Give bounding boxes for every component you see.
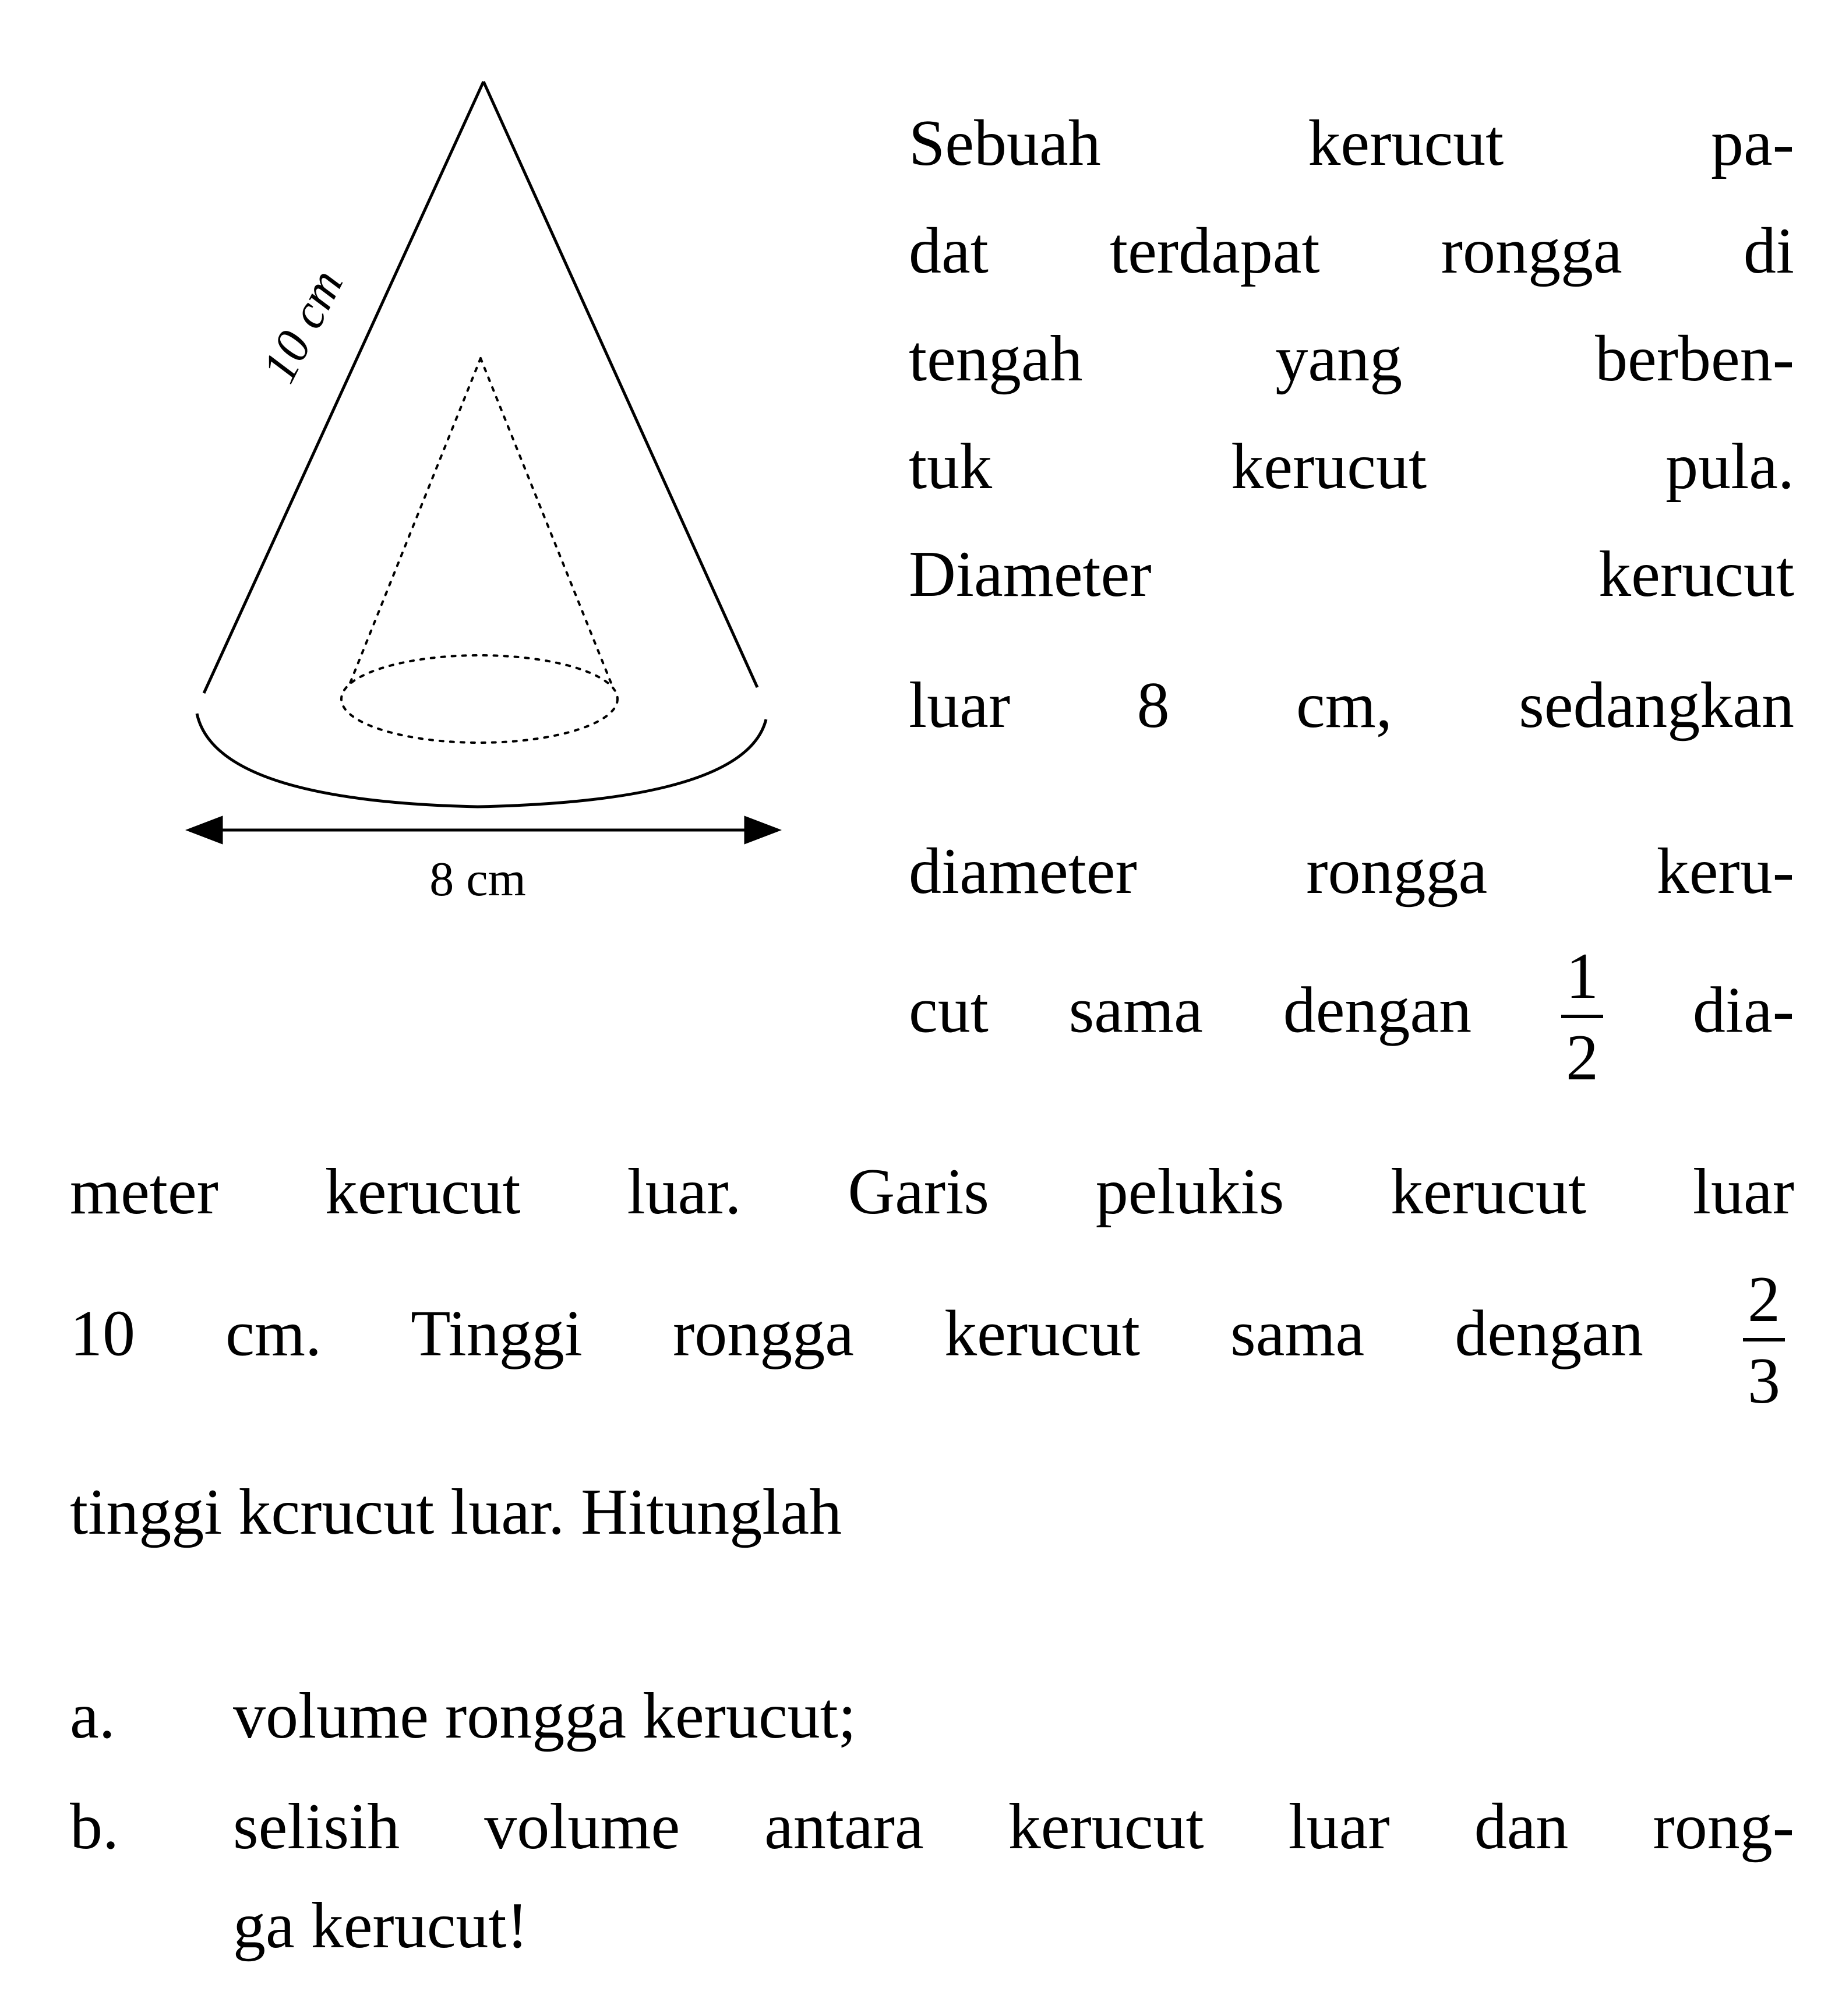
- text-line-9: meter kerucut luar. Garis pelukis kerucut luar: [70, 1156, 1794, 1228]
- fraction-one-half-numerator: 1: [1561, 944, 1603, 1018]
- text-line-2: dat terdapat rongga di: [909, 215, 1794, 287]
- fraction-two-thirds: [1743, 1263, 1785, 1417]
- text-line-4: tuk kerucut pula.: [909, 430, 1794, 503]
- text-line-8: [909, 940, 1794, 1094]
- text-line-3: tengah yang berben-: [909, 323, 1794, 395]
- fraction-two-thirds-denominator: 3: [1748, 1345, 1780, 1417]
- slant-height-label: 10 cm: [252, 261, 354, 391]
- text-line-7: diameter rongga keru-: [909, 835, 1794, 908]
- item-a-letter: a.: [70, 1680, 115, 1752]
- text-line-10: [70, 1263, 1794, 1417]
- outer-cone-right-edge: [484, 82, 757, 687]
- outer-cone-left-edge: [204, 82, 484, 693]
- text-line-10-before: 10 cm. Tinggi rongga kerucut sama dengan: [70, 1297, 1643, 1370]
- fraction-two-thirds-numerator: 2: [1743, 1267, 1785, 1341]
- inner-cone-base: [341, 655, 617, 743]
- cone-figure: [0, 0, 874, 990]
- text-line-1: Sebuah kerucut pa-: [909, 107, 1794, 179]
- item-b-text-line-2: ga kerucut!: [233, 1890, 528, 1962]
- text-line-11: tinggi kcrucut luar. Hitunglah: [70, 1476, 842, 1548]
- text-line-8-after: dia-: [1692, 974, 1794, 1047]
- text-line-5: Diameter kerucut: [909, 538, 1794, 610]
- diameter-arrow-left-head: [189, 818, 221, 842]
- outer-cone-base-arc: [197, 714, 766, 807]
- diameter-label: 8 cm: [429, 852, 526, 906]
- fraction-one-half: [1561, 940, 1603, 1094]
- diameter-arrow-right-head: [746, 818, 778, 842]
- cone-diagram: [0, 0, 874, 990]
- inner-cone-left-edge: [350, 358, 481, 684]
- item-a-text: volume rongga kerucut;: [233, 1680, 856, 1752]
- fraction-one-half-denominator: 2: [1566, 1022, 1598, 1094]
- item-b-letter: b.: [70, 1791, 119, 1863]
- item-b-text-line-1: selisih volume antara kerucut luar dan rong-: [233, 1791, 1794, 1863]
- text-line-6: luar 8 cm, sedangkan: [909, 669, 1794, 742]
- inner-cone-right-edge: [481, 358, 612, 684]
- text-line-8-before: cut sama dengan: [909, 974, 1472, 1047]
